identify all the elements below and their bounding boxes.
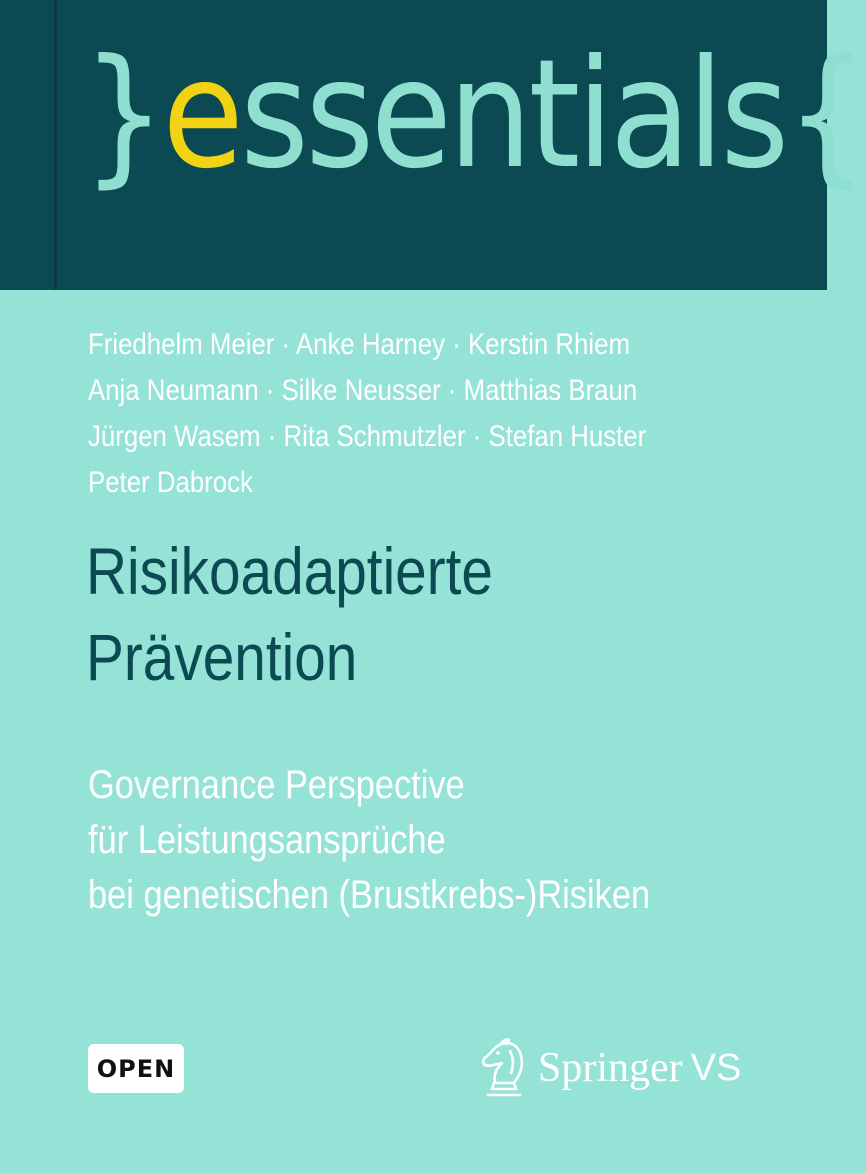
title-line: Prävention	[86, 620, 358, 694]
author-line: Jürgen Wasem · Rita Schmutzler · Stefan Huster	[88, 420, 647, 453]
series-logo	[82, 28, 866, 202]
author-line: Anja Neumann · Silke Neusser · Matthias Braun	[88, 374, 638, 407]
subtitle-line: Governance Perspective	[88, 763, 465, 807]
author-line: Peter Dabrock	[88, 466, 253, 499]
book-title	[86, 528, 493, 700]
publisher-imprint: VS	[690, 1047, 742, 1089]
book-subtitle	[88, 758, 650, 923]
logo-accent-letter: e	[162, 28, 241, 202]
publisher-name: Springer	[538, 1045, 683, 1091]
title-line: Risikoadaptierte	[86, 534, 493, 608]
author-line: Friedhelm Meier · Anke Harney · Kerstin Rhiem	[88, 328, 630, 361]
chess-knight-icon	[474, 1037, 532, 1099]
band-divider	[54, 0, 57, 290]
author-list	[88, 322, 707, 506]
logo-rest: ssentials	[240, 28, 786, 202]
publisher-logo	[474, 1036, 741, 1100]
logo-suffix: {	[785, 28, 866, 202]
subtitle-line: bei genetischen (Brustkrebs-)Risiken	[88, 873, 651, 917]
open-access-badge: OPEN	[88, 1044, 184, 1093]
subtitle-line: für Leistungsansprüche	[88, 818, 446, 862]
logo-prefix: }	[82, 28, 163, 202]
